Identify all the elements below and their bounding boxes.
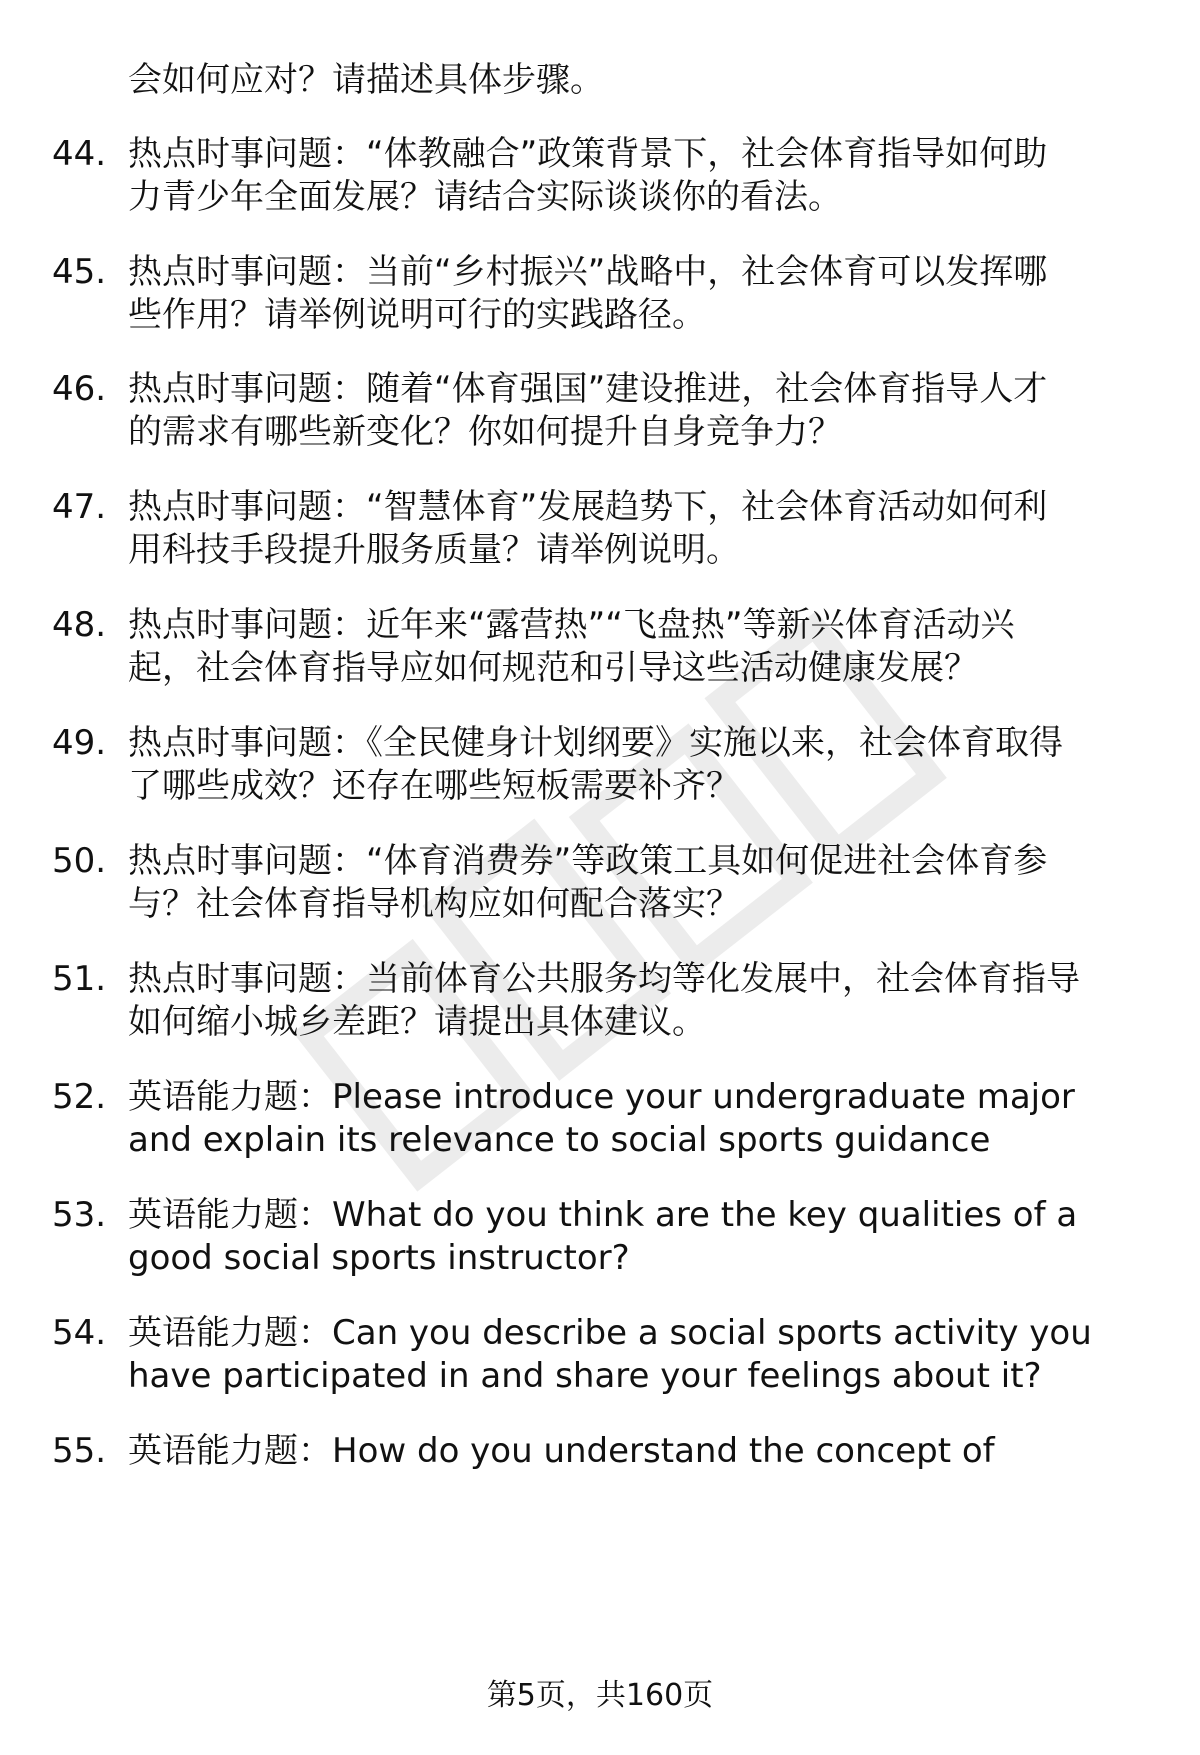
question-number: 48.: [52, 605, 107, 645]
question-text-line: 些作用？请举例说明可行的实践路径。: [128, 295, 706, 335]
question-text-line: have participated in and share your feelings about it?: [128, 1356, 1042, 1396]
question-text-line: 如何缩小城乡差距？请提出具体建议。: [128, 1002, 706, 1042]
question-number: 52.: [52, 1077, 107, 1117]
question-text-line: 热点时事问题：当前“乡村振兴”战略中，社会体育可以发挥哪: [128, 252, 1048, 292]
question-text-line: 用科技手段提升服务质量？请举例说明。: [128, 530, 740, 570]
question-number: 46.: [52, 369, 107, 409]
question-text-line: 英语能力题：Can you describe a social sports activity you: [128, 1313, 1092, 1353]
question-number: 53.: [52, 1195, 107, 1235]
question-number: 51.: [52, 959, 107, 999]
question-number: 49.: [52, 723, 107, 763]
page-footer: 第5页，共160页: [486, 1678, 714, 1713]
question-number: 44.: [52, 134, 107, 174]
question-text-line: 热点时事问题：“智慧体育”发展趋势下，社会体育活动如何利: [128, 487, 1048, 527]
question-number: 55.: [52, 1431, 107, 1471]
question-text-line: 热点时事问题：近年来“露营热”“飞盘热”等新兴体育活动兴: [128, 605, 1015, 645]
question-text-line: 英语能力题：Please introduce your undergraduate major: [128, 1077, 1075, 1117]
question-number: 45.: [52, 252, 107, 292]
question-text-line: 热点时事问题：“体教融合”政策背景下，社会体育指导如何助: [128, 134, 1048, 174]
question-text-line: 热点时事问题：《全民健身计划纲要》实施以来，社会体育取得: [128, 723, 1063, 763]
question-number: 54.: [52, 1313, 107, 1353]
question-text-line: 热点时事问题：当前体育公共服务均等化发展中，社会体育指导: [128, 959, 1080, 999]
question-text-line: 与？社会体育指导机构应如何配合落实？: [128, 884, 740, 924]
question-text-line: good social sports instructor?: [128, 1238, 630, 1278]
question-text-line: 力青少年全面发展？请结合实际谈谈你的看法。: [128, 177, 842, 217]
question-text-line: 热点时事问题：“体育消费券”等政策工具如何促进社会体育参: [128, 841, 1048, 881]
question-text-line: 起，社会体育指导应如何规范和引导这些活动健康发展？: [128, 648, 978, 688]
question-text-line: and explain its relevance to social sports guidance: [128, 1120, 991, 1160]
question-text-line: 了哪些成效？还存在哪些短板需要补齐？: [128, 766, 740, 806]
question-text-line: 英语能力题：What do you think are the key qualities of a: [128, 1195, 1078, 1235]
question-text-line: 的需求有哪些新变化？你如何提升自身竞争力？: [128, 412, 842, 452]
question-number: 50.: [52, 841, 107, 881]
question-text-line: 英语能力题：How do you understand the concept of: [128, 1431, 995, 1471]
question-text-line: 热点时事问题：随着“体育强国”建设推进，社会体育指导人才: [128, 369, 1048, 409]
continuation-line: 会如何应对？请描述具体步骤。: [128, 60, 604, 100]
question-number: 47.: [52, 487, 107, 527]
